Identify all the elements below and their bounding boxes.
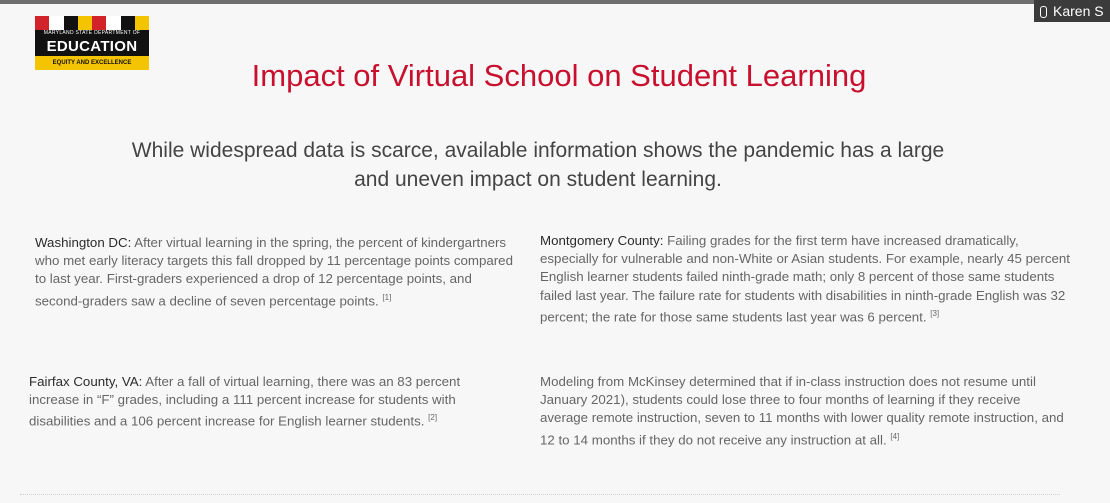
flag-stripe (106, 16, 120, 30)
block-body: After virtual learning in the spring, the percent of kindergartners who met early literacy targets this fall dropped by 11 percentage points compared to last year. First-graders experienced a drop of 12 percentage points, and second-graders saw a decline of seven percentage points. (35, 235, 513, 309)
mckinsey-block (540, 373, 1070, 449)
block-body: Failing grades for the first term have increased dramatically, especially for vulnerable and non-White or Asian students. For example, nearly 45 percent English learner students failed ninth-grade math; only 8 percent of those same students failed last year. The failure rate for students with disabilities in ninth-grade English was 32 percent; the rate for those same students last year was 6 percent. (540, 233, 1070, 325)
fairfax-county-block (29, 373, 499, 431)
meeting-top-bar (0, 0, 1110, 4)
flag-stripe (121, 16, 135, 30)
slide-title: Impact of Virtual School on Student Learning (251, 58, 867, 93)
washington-dc-block (35, 234, 515, 310)
flag-stripe (49, 16, 63, 30)
citation-ref: [4] (890, 431, 900, 441)
participant-video-tile[interactable] (1034, 0, 1110, 22)
microphone-icon (1040, 6, 1047, 18)
block-lead: Montgomery County: (540, 233, 664, 248)
flag-stripe (64, 16, 78, 30)
slide-bottom-edge (20, 494, 1060, 501)
block-lead: Fairfax County, VA: (29, 374, 143, 389)
maryland-flag-banner (35, 16, 149, 30)
flag-stripe (92, 16, 106, 30)
citation-ref: [1] (382, 292, 392, 302)
logo-tagline: EQUITY AND EXCELLENCE (35, 56, 149, 70)
block-body: After a fall of virtual learning, there was an 83 percent increase in “F” grades, including a 111 percent increase for students with disabilities and a 106 percent increase for English learner students. (29, 374, 461, 429)
slide-subtitle: While widespread data is scarce, available information shows the pandemic has a large and uneven impact on student learning. (131, 139, 945, 191)
citation-ref: [2] (428, 413, 438, 423)
flag-stripe (78, 16, 92, 30)
flag-stripe (35, 16, 49, 30)
montgomery-county-block (540, 232, 1070, 326)
citation-ref: [3] (930, 308, 940, 318)
flag-stripe (135, 16, 149, 30)
participant-name: Karen S (1053, 3, 1104, 19)
logo-department: MARYLAND STATE DEPARTMENT OF (35, 30, 149, 37)
block-body: Modeling from McKinsey determined that if in-class instruction does not resume until January 2021), students could lose three to four months of learning if they receive average remote instruction, seven to 11 months with lower quality remote instruction, and 12 to 14 months if they do not receive any instruction at all. (540, 374, 1064, 448)
block-lead: Washington DC: (35, 235, 132, 250)
logo-name: EDUCATION (35, 37, 149, 56)
